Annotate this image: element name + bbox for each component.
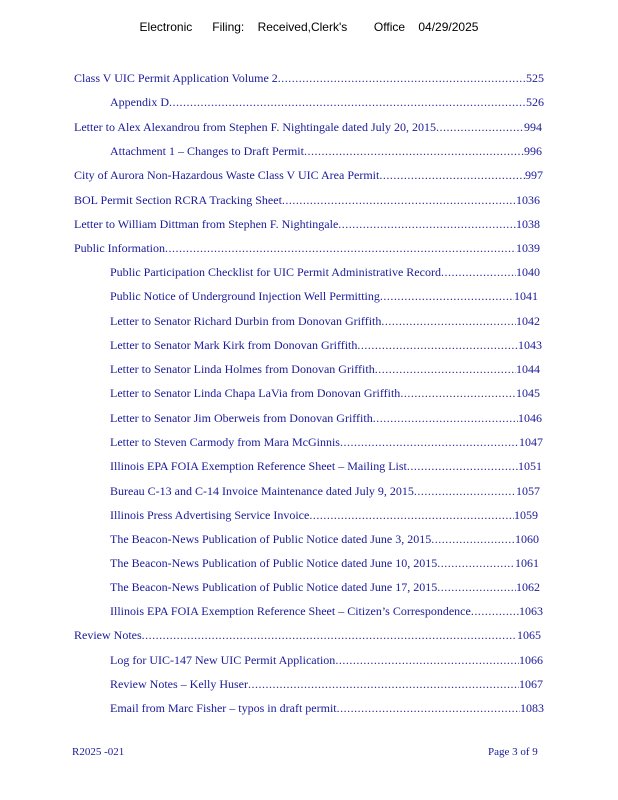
leader-dots — [441, 264, 516, 280]
footer-page-label: Page 3 of 9 — [488, 746, 538, 758]
toc-entry-title: Public Participation Checklist for UIC Permit Administrative Record — [110, 265, 441, 279]
filing-header: Electronic Filing: Received,Clerk's Office 04/29/2025 — [139, 20, 479, 34]
toc-entry-page: 1043 — [518, 338, 542, 352]
toc-entry-title: Letter to Senator Linda Holmes from Donovan Griffith — [110, 362, 375, 376]
toc-entry[interactable] — [74, 70, 544, 86]
leader-dots — [437, 579, 516, 595]
toc-entry[interactable] — [110, 483, 540, 499]
leader-dots — [335, 652, 519, 668]
toc-entry-title: Class V UIC Permit Application Volume 2 — [74, 71, 278, 85]
toc-entry-title: Illinois Press Advertising Service Invoice — [110, 508, 310, 522]
toc-entry[interactable] — [110, 410, 542, 426]
leader-dots — [379, 167, 525, 183]
leader-dots — [278, 70, 526, 86]
leader-dots — [375, 361, 516, 377]
leader-dots — [248, 676, 519, 692]
toc-entry-title: Illinois EPA FOIA Exemption Reference Sheet – Mailing List — [110, 459, 407, 473]
toc-entry[interactable] — [110, 313, 540, 329]
toc-entry-page: 1063 — [519, 604, 543, 618]
toc-entry-page: 994 — [524, 120, 542, 134]
toc-entry[interactable] — [74, 119, 542, 135]
toc-entry-page: 1042 — [516, 314, 540, 328]
toc-entry-title: Letter to Senator Linda Chapa LaVia from Donovan Griffith — [110, 386, 401, 400]
toc-entry-page: 1061 — [515, 556, 539, 570]
toc-entry-title: Letter to Steven Carmody from Mara McGinnis — [110, 435, 340, 449]
toc-entry[interactable] — [110, 458, 542, 474]
toc-entry-page: 1059 — [514, 508, 538, 522]
leader-dots — [400, 385, 516, 401]
leader-dots — [282, 192, 516, 208]
toc-entry-page: 997 — [525, 168, 543, 182]
toc-entry-title: The Beacon-News Publication of Public Notice dated June 17, 2015 — [110, 580, 438, 594]
toc-entry-page: 1062 — [516, 580, 540, 594]
leader-dots — [471, 603, 519, 619]
leader-dots — [304, 143, 524, 159]
footer-doc-id: R2025 -021 — [72, 746, 125, 758]
toc-entry-title: Attachment 1 – Changes to Draft Permit — [110, 144, 304, 158]
toc-entry-page: 1051 — [518, 459, 542, 473]
toc-entry-title: Letter to Senator Mark Kirk from Donovan Griffith — [110, 338, 358, 352]
toc-entry-page: 1041 — [514, 289, 538, 303]
toc-entry[interactable] — [74, 216, 540, 232]
toc-entry-page: 1046 — [518, 411, 542, 425]
toc-entry[interactable] — [74, 167, 543, 183]
leader-dots — [337, 700, 520, 716]
toc-entry-page: 525 — [526, 71, 544, 85]
toc-entry-title: Public Notice of Underground Injection Well Permitting — [110, 289, 380, 303]
toc-entry-page: 1066 — [519, 653, 543, 667]
toc-entry-page: 1045 — [516, 386, 540, 400]
toc-entry-page: 1083 — [520, 701, 544, 715]
toc-entry-title: Public Information — [74, 241, 165, 255]
toc-entry-page: 1036 — [516, 193, 540, 207]
toc-entry-page: 1044 — [516, 362, 540, 376]
toc-entry[interactable] — [110, 337, 542, 353]
toc-entry-title: Email from Marc Fisher – typos in draft permit — [110, 701, 337, 715]
toc-entry[interactable] — [74, 240, 540, 256]
toc-entry[interactable] — [110, 434, 543, 450]
toc-entry-page: 1047 — [519, 435, 543, 449]
toc-entry-title: Bureau C-13 and C-14 Invoice Maintenance dated July 9, 2015 — [110, 484, 414, 498]
toc-entry-page: 1038 — [516, 217, 540, 231]
toc-entry[interactable] — [110, 652, 543, 668]
toc-entry[interactable] — [110, 361, 540, 377]
toc-entry-title: The Beacon-News Publication of Public Notice dated June 10, 2015 — [110, 556, 438, 570]
leader-dots — [169, 94, 526, 110]
toc-entry-page: 1065 — [517, 628, 541, 642]
toc-entry[interactable] — [110, 676, 543, 692]
toc-entry-title: The Beacon-News Publication of Public Notice dated June 3, 2015 — [110, 532, 432, 546]
toc-entry-title: Letter to Senator Jim Oberweis from Donovan Griffith — [110, 411, 373, 425]
toc-entry-title: Appendix D — [110, 95, 169, 109]
toc-entry-page: 1067 — [519, 677, 543, 691]
toc-entry-page: 1057 — [516, 484, 540, 498]
toc-entry-title: Illinois EPA FOIA Exemption Reference Sheet – Citizen’s Correspondence — [110, 604, 471, 618]
toc-entry-title: Letter to William Dittman from Stephen F. Nightingale — [74, 217, 339, 231]
toc-entry[interactable] — [110, 507, 538, 523]
toc-entry[interactable] — [110, 700, 544, 716]
leader-dots — [437, 555, 515, 571]
toc-entry[interactable] — [110, 603, 543, 619]
leader-dots — [414, 483, 516, 499]
toc-entry-title: City of Aurora Non-Hazardous Waste Class V UIC Area Permit — [74, 168, 380, 182]
toc-entry[interactable] — [110, 555, 539, 571]
toc-entry[interactable] — [74, 627, 541, 643]
toc-entry-page: 1039 — [516, 241, 540, 255]
leader-dots — [431, 531, 515, 547]
toc-entry[interactable] — [110, 94, 544, 110]
leader-dots — [381, 313, 516, 329]
leader-dots — [380, 288, 514, 304]
toc-entry[interactable] — [110, 143, 542, 159]
leader-dots — [407, 458, 518, 474]
toc-entry[interactable] — [110, 264, 540, 280]
toc-entry[interactable] — [74, 192, 540, 208]
toc-entry-title: Letter to Senator Richard Durbin from Donovan Griffith — [110, 314, 382, 328]
leader-dots — [436, 119, 524, 135]
toc-entry-title: Letter to Alex Alexandrou from Stephen F. Nightingale dated July 20, 2015 — [74, 120, 436, 134]
toc-entry-title: BOL Permit Section RCRA Tracking Sheet — [74, 193, 282, 207]
leader-dots — [165, 240, 516, 256]
toc-entry[interactable] — [110, 288, 538, 304]
toc-entry-title: Log for UIC-147 New UIC Permit Application — [110, 653, 336, 667]
toc-entry-page: 1060 — [515, 532, 539, 546]
toc-entry-page: 1040 — [516, 265, 540, 279]
toc-entry[interactable] — [110, 579, 540, 595]
leader-dots — [357, 337, 518, 353]
leader-dots — [142, 627, 517, 643]
toc-entry-page: 996 — [524, 144, 542, 158]
toc-entry-title: Review Notes – Kelly Huser — [110, 677, 248, 691]
leader-dots — [340, 434, 519, 450]
toc-entry[interactable] — [110, 531, 539, 547]
toc-entry-title: Review Notes — [74, 628, 142, 642]
leader-dots — [373, 410, 518, 426]
toc-entry[interactable] — [110, 385, 540, 401]
leader-dots — [338, 216, 516, 232]
toc-entry-page: 526 — [526, 95, 544, 109]
leader-dots — [309, 507, 514, 523]
